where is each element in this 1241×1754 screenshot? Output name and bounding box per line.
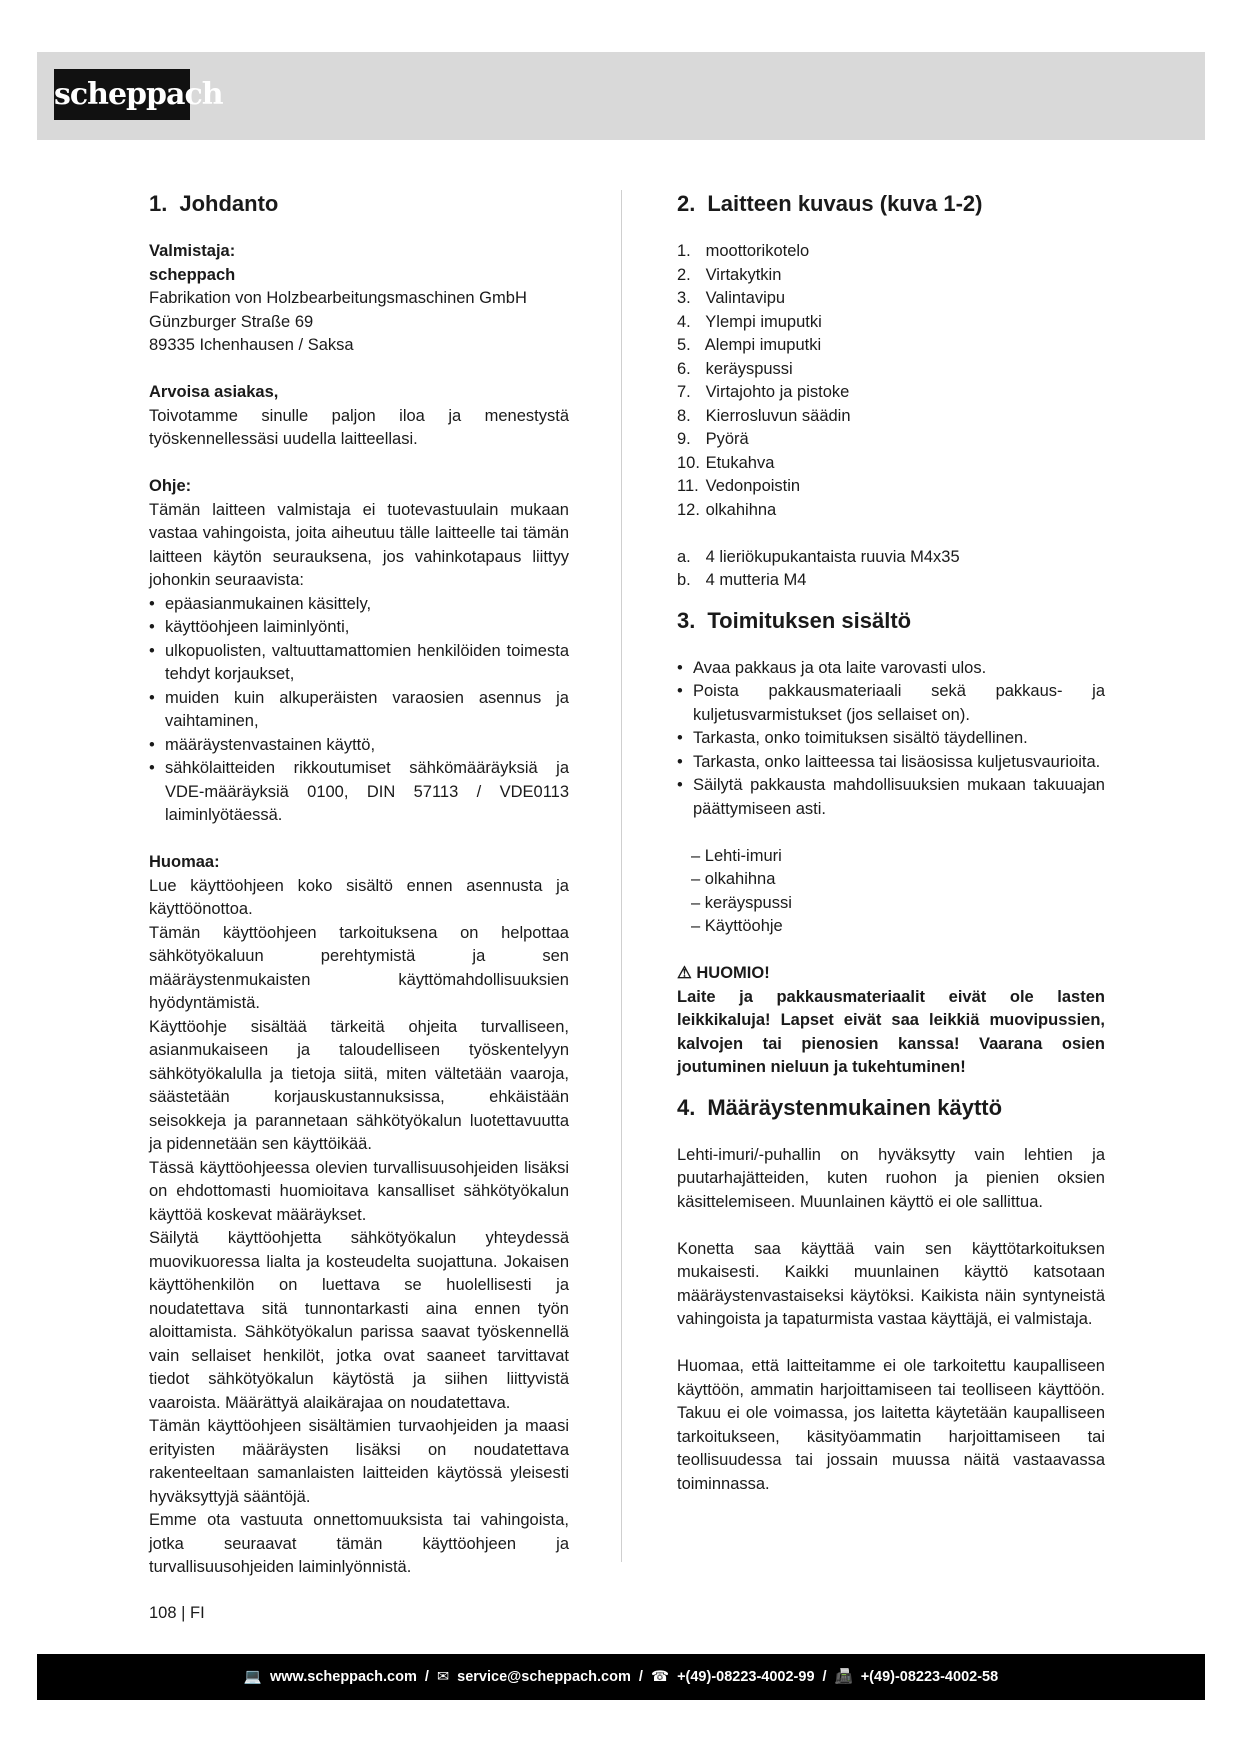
- computer-icon: 💻: [243, 1669, 262, 1685]
- list-item: • määräystenvastainen käyttö,: [149, 734, 569, 758]
- list-item: 1. moottorikotelo: [677, 242, 810, 260]
- scheppach-logo: scheppach: [54, 69, 190, 120]
- section-1-heading: 1. Johdanto: [149, 191, 279, 216]
- section-3-heading: 3. Toimituksen sisältö: [677, 607, 912, 633]
- list-item: 6. keräyspussi: [677, 359, 793, 378]
- hardware-list: [677, 546, 1105, 593]
- list-item: b. 4 mutteria M4: [677, 571, 807, 589]
- list-item: 8. Kierrosluvun säädin: [677, 406, 851, 425]
- list-item: – keräyspussi: [691, 892, 1105, 916]
- list-item: 9. Pyörä: [677, 430, 749, 448]
- list-item: 12. olkahihna: [677, 500, 777, 519]
- warning-title: ⚠ HUOMIO!: [677, 964, 770, 982]
- parts-list: [677, 240, 1105, 522]
- website-link[interactable]: www.scheppach.com: [269, 1669, 417, 1685]
- list-item: 2. Virtakytkin: [677, 265, 782, 284]
- page-number: 108 | FI: [149, 1604, 205, 1622]
- attention-paragraph: Tämän käyttöohjeen tarkoituksena on helpottaa sähkötyökaluun perehtymistä ja sen määräystenmukaisten käyttömahdollisuuksien hyödyntämistä.: [149, 923, 569, 1012]
- note-text: Tämän laitteen valmistaja ei tuotevastuulain mukaan vastaa vahingoista, joita aiheutuu tälle laitteelle tai tämän laitteen käytön seurauksena, jos vahinkotapaus liittyy johonkin seuraavista:: [149, 500, 569, 589]
- warning-text: Laite ja pakkausmateriaalit eivät ole lasten leikkikaluja! Lapset eivät saa leikkiä muovipussien, kalvojen tai pienosien kanssa! Vaarana osien joutuminen nieluun ja tukehtuminen!: [677, 987, 1105, 1076]
- list-item: – Käyttöohje: [691, 915, 1105, 939]
- phone-icon: ☎: [650, 1669, 670, 1685]
- note-bullet-list: [149, 593, 569, 828]
- usage-paragraph: Huomaa, että laitteitamme ei ole tarkoitettu kaupalliseen käyttöön, ammatin harjoittamiseen tai teolliseen käyttöön. Takuu ei ole voimassa, jos laitetta käytetään kaupalliseen tarkoitukseen, käsityöammatin harjoittamiseen tai teollisuudessa tai jossain muussa näitä vastaavassa toiminnassa.: [677, 1357, 1105, 1493]
- attention-paragraph: Emme ota vastuuta onnettomuuksista tai vahingoista, jotka seuraavat tämän käyttöohjeen ja turvallisuusohjeiden laiminlyönnistä.: [149, 1511, 569, 1576]
- list-item: • epäasianmukainen käsittely,: [149, 593, 569, 617]
- delivery-bullet-list: [677, 657, 1105, 822]
- usage-paragraph: Lehti-imuri/-puhallin on hyväksytty vain lehtien ja puutarhajätteiden, kuten ruohon ja pienien oksien käsittelemiseen. Muunlainen käyttö ei ole sallittua.: [677, 1145, 1105, 1211]
- attention-label: Huomaa:: [149, 853, 220, 871]
- right-column: [677, 190, 1105, 1496]
- customer-text: Toivotamme sinulle paljon iloa ja menestystä työskennellessäsi uudella laitteellasi.: [149, 406, 569, 448]
- customer-label: Arvoisa asiakas,: [149, 383, 279, 401]
- list-item: 4. Ylempi imuputki: [677, 312, 822, 331]
- email-link[interactable]: service@scheppach.com: [457, 1669, 631, 1685]
- list-item: – Lehti-imuri: [691, 845, 1105, 869]
- list-item: • Poista pakkausmateriaali sekä pakkaus- ja kuljetusvarmistukset (jos sellaiset on).: [677, 680, 1105, 727]
- list-item: • Säilytä pakkausta mahdollisuuksien mukaan takuuajan päättymiseen asti.: [677, 774, 1105, 821]
- section-2-heading: 2. Laitteen kuvaus (kuva 1-2): [677, 191, 983, 216]
- list-item: • sähkölaitteiden rikkoutumiset sähkömääräyksiä ja VDE-määräyksiä 0100, DIN 57113 / VDE0113 laiminlyötäessä.: [149, 757, 569, 828]
- fax-icon: 📠: [834, 1669, 853, 1685]
- attention-paragraph: Käyttöohje sisältää tärkeitä ohjeita turvalliseen, asianmukaiseen ja taloudelliseen työskentelyyn sähkötyökalulla ja tietoja siitä, miten vältetään vaaroja, säästetään korjauskustannuksissa, ehkäistään seisokkeja ja parannetaan sähkötyökalun luotettavuutta ja pidennetään sen käyttöikää.: [149, 1017, 569, 1153]
- mail-icon: ✉: [436, 1669, 450, 1685]
- attention-paragraph: Tämän käyttöohjeen sisältämien turvaohjeiden ja maasi erityisten määräysten lisäksi on noudatettava rakenteeltaan samanlaisten laitteiden käytössä yleisesti hyväksyttyjä sääntöjä.: [149, 1417, 569, 1506]
- page-header: [37, 52, 1205, 140]
- left-column: [149, 190, 569, 1580]
- list-item: • ulkopuolisten, valtuuttamattomien henkilöiden toimesta tehdyt korjaukset,: [149, 640, 569, 687]
- usage-paragraph: Konetta saa käyttää vain sen käyttötarkoituksen mukaisesti. Kaikki muunlainen käyttö katsotaan määräystenvastaiseksi käytöksi. Kaikista näin syntyneistä vahingoista ja tapaturmista vastaa käyttäjä, ei valmistaja.: [677, 1239, 1105, 1328]
- list-item: 5. Alempi imuputki: [677, 336, 822, 354]
- address-line: 89335 Ichenhausen / Saksa: [149, 336, 354, 354]
- attention-paragraph: Tässä käyttöohjeessa olevien turvallisuusohjeiden lisäksi on ehdottomasti huomioitava kansalliset sähkötyökalun käyttöä koskevat määräykset.: [149, 1158, 569, 1224]
- list-item: 10. Etukahva: [677, 453, 775, 472]
- list-item: • Avaa pakkaus ja ota laite varovasti ulos.: [677, 657, 1105, 681]
- attention-paragraph: Lue käyttöohjeen koko sisältö ennen asennusta ja käyttöönottoa.: [149, 876, 569, 918]
- list-item: • Tarkasta, onko laitteessa tai lisäosissa kuljetusvaurioita.: [677, 751, 1105, 775]
- section-4-heading: 4. Määräystenmukainen käyttö: [677, 1094, 1003, 1120]
- delivery-items-list: [677, 845, 1105, 939]
- list-item: – olkahihna: [691, 868, 1105, 892]
- contact-footer: 💻 www.scheppach.com / ✉ service@scheppach.com / ☎ +(49)-08223-4002-99 / 📠 +(49)-08223-4002-58: [37, 1654, 1205, 1700]
- manufacturer-label: Valmistaja:: [149, 242, 236, 260]
- list-item: 11. Vedonpoistin: [677, 477, 801, 495]
- note-label: Ohje:: [149, 477, 192, 495]
- address-line: Fabrikation von Holzbearbeitungsmaschinen GmbH: [149, 289, 527, 307]
- phone-number: +(49)-08223-4002-99: [677, 1669, 815, 1685]
- list-item: • muiden kuin alkuperäisten varaosien asennus ja vaihtaminen,: [149, 687, 569, 734]
- warning-icon: ⚠: [677, 964, 692, 982]
- attention-paragraph: Säilytä käyttöohjetta sähkötyökalun yhteydessä muovikuoressa lialta ja kosteudelta suojattuna. Jokaisen käyttöhenkilön on luettava se huolellisesti ja noudatettava sitä tunnontarkasti aina ennen työn aloittamista. Sähkötyökalun parissa saavat työskennellä vain sellaiset henkilöt, jotka ovat saaneet tarvittavat tiedot sähkötyökalun käytöstä ja siihen liittyvistä vaaroista. Määrättyä alaikärajaa on noudatettava.: [149, 1229, 569, 1412]
- list-item: • käyttöohjeen laiminlyönti,: [149, 616, 569, 640]
- list-item: a. 4 lieriökupukantaista ruuvia M4x35: [677, 547, 960, 566]
- address-line: Günzburger Straße 69: [149, 312, 314, 331]
- fax-number: +(49)-08223-4002-58: [860, 1669, 999, 1685]
- list-item: 7. Virtajohto ja pistoke: [677, 383, 850, 401]
- manufacturer-name: scheppach: [149, 265, 236, 284]
- list-item: 3. Valintavipu: [677, 289, 786, 307]
- list-item: • Tarkasta, onko toimituksen sisältö täydellinen.: [677, 727, 1105, 751]
- column-divider: [621, 190, 622, 1562]
